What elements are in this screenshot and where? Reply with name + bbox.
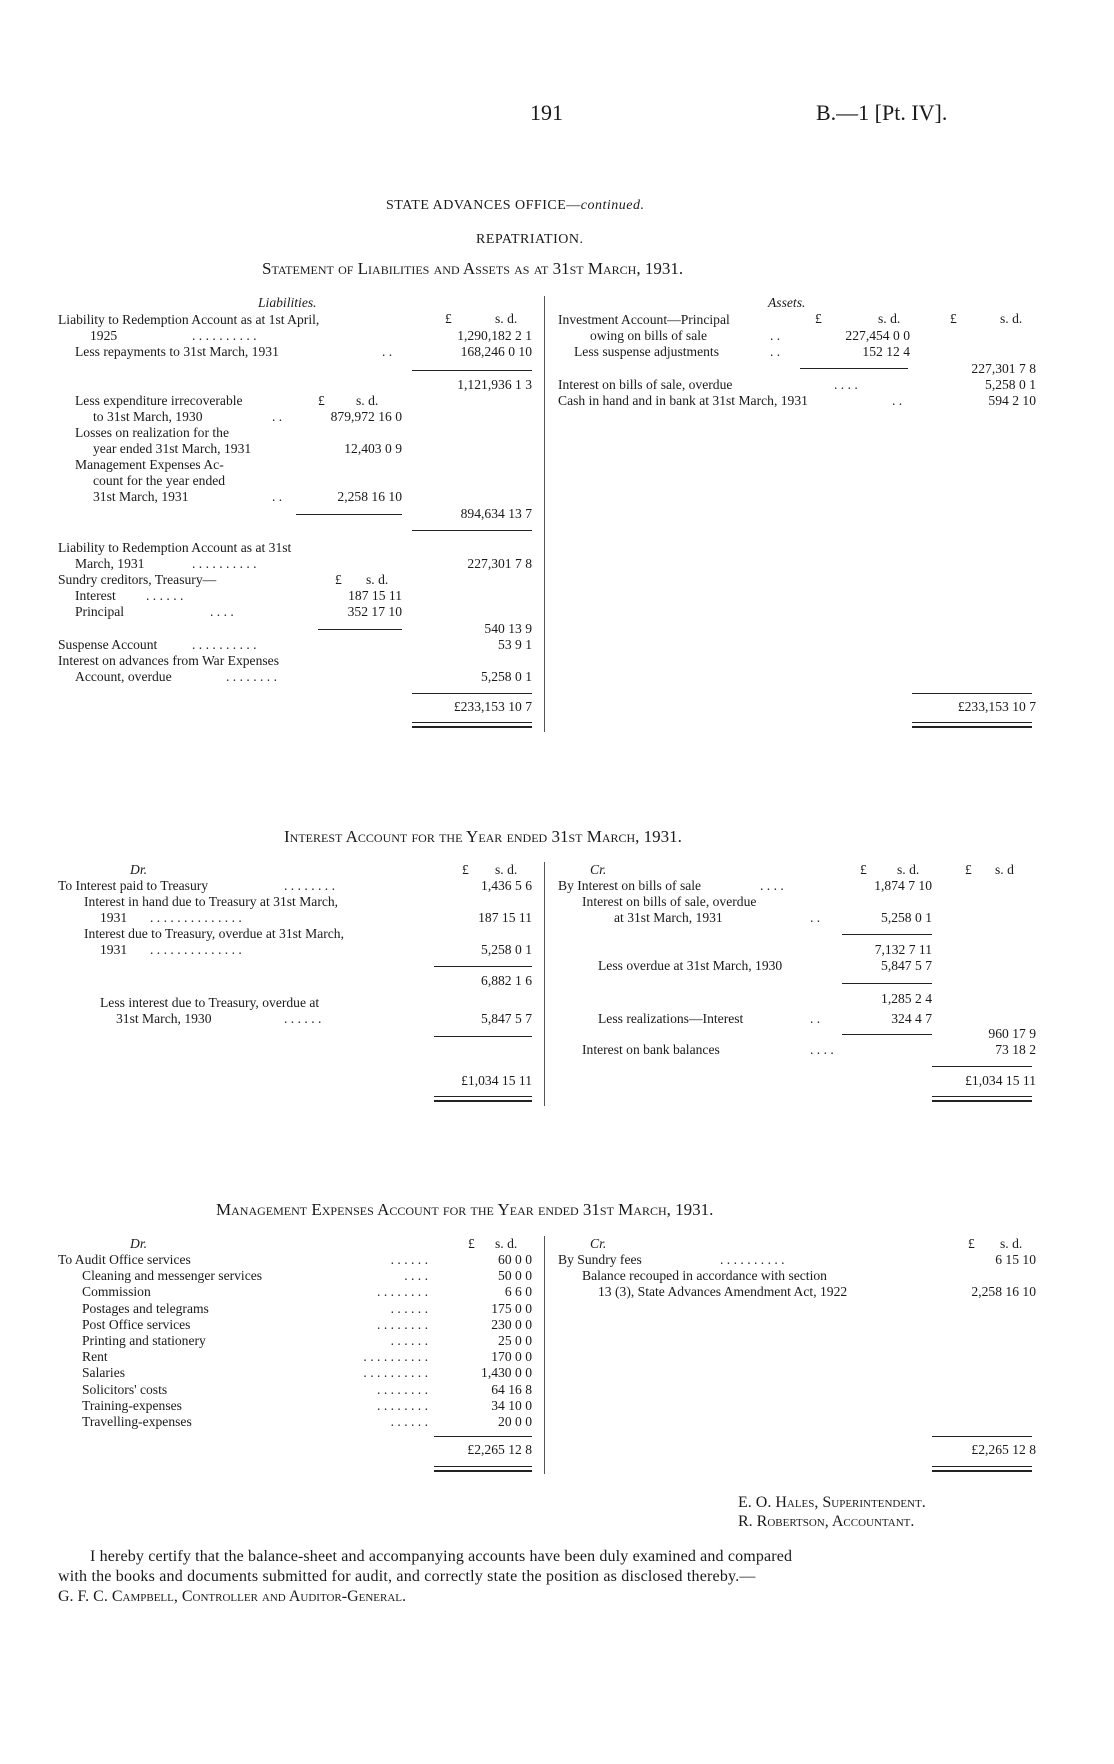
column-divider [544,296,545,732]
certificate-line-1: I hereby certify that the balance-sheet and accompanying accounts have been duly examined and compared [90,1548,793,1565]
int-dr-in-hand-2: 1931 [100,910,128,925]
int-dr-less-2: 31st March, 1930 [116,1011,212,1026]
page-number: 191 [530,100,563,125]
mgmt-item-label: Post Office services [82,1316,191,1332]
mgmt-item-value: 25 0 0 [498,1333,532,1348]
int-cr-subtotal-1: 7,132 7 11 [874,942,932,957]
asset-col-pound: £ [815,311,822,326]
int-dr-col-pound: £ [462,862,469,877]
office-title [386,198,644,214]
int-dr-overdue: Interest due to Treasury, overdue at 31st March, [84,926,344,941]
int-dr-in-hand-value: 187 15 11 [478,910,532,925]
leader-dots: . . . . . . . . . . [192,328,257,343]
asset-col-sd: s. d. [878,311,901,326]
int-cr-col-pound: £ [860,862,867,877]
leader-dots: . . . . . . . . [377,1397,428,1413]
liab-redemption-end-label: Liability to Redemption Account as at 31st [58,540,292,555]
leader-dots: . . . . . . . . . . . . . . [150,942,242,957]
liab-col-sd: s. d. [495,311,518,326]
liab-sc-principal: Principal [75,604,125,619]
mgmt-item-label: Postages and telegrams [82,1300,209,1316]
mgmt-item-value: 60 0 0 [498,1252,532,1267]
int-cr-overdue-value: 5,258 0 1 [881,910,932,925]
leader-dots: . . . . . . . . . . [363,1365,428,1381]
int-dr-paid: To Interest paid to Treasury [58,878,209,893]
liab-redemption-year: 1925 [90,328,118,343]
office-title-text: STATE ADVANCES OFFICE— [386,198,581,213]
leader-dots: . . . . [404,1268,428,1284]
mgmt-item-label: Solicitors' costs [82,1381,168,1397]
liab-subtotal: 1,121,936 1 3 [457,377,532,392]
int-cr-col-pound-2: £ [965,862,972,877]
leader-dots: . . . . . . . . [377,1316,428,1332]
leader-dots: . . [272,489,283,504]
int-cr-bills: By Interest on bills of sale [558,878,702,893]
leader-dots: . . . . . . [284,1011,322,1026]
liab-expenditure-total: 894,634 13 7 [460,506,532,521]
leader-dots: . . . . [760,878,784,893]
liab-redemption-value: 1,290,182 2 1 [457,328,532,343]
asset-col-sd-2: s. d. [1000,311,1023,326]
mgmt-item-value: 6 6 0 [504,1284,532,1300]
leader-dots: . . [892,393,903,408]
leader-dots: . . . . . . [390,1300,428,1316]
mgmt-item-value: 64 16 8 [491,1381,532,1397]
liab-sc-interest: Interest [75,588,116,603]
int-cr-realizations: Less realizations—Interest [598,1011,744,1026]
asset-suspense-label: Less suspense adjustments [574,344,719,359]
leader-dots: . . . . [834,377,858,392]
sc-col-sd: s. d. [366,572,389,587]
interest-dr-heading: Dr. [130,862,147,877]
liab-mgmt-label: Management Expenses Ac- [75,457,224,472]
asset-col-pound-2: £ [950,311,957,326]
liab-redemption-end-label-2: March, 1931 [75,556,145,571]
leader-dots: . . . . . . . . . . [720,1252,785,1267]
asset-cash-label: Cash in hand and in bank at 31st March, 1931 [558,393,808,408]
column-divider [544,1236,545,1474]
liab-grand-total: £233,153 10 7 [453,699,532,714]
int-cr-bills-value: 1,874 7 10 [874,878,932,893]
liab-war-expenses: Interest on advances from War Expenses [58,653,279,668]
liab-mgmt-label-2: count for the year ended [93,473,226,488]
leader-dots: . . [770,328,781,343]
mgmt-item-label: Printing and stationery [82,1333,206,1348]
mgmt-item-value: 34 10 0 [491,1397,532,1413]
exp-col-pound: £ [318,393,325,408]
liab-exp-irrecoverable: to 31st March, 1930 [93,409,203,424]
int-cr-subtotal-2: 1,285 2 4 [881,991,932,1006]
liab-repayments-value: 168,246 0 10 [460,344,532,359]
int-dr-overdue-2: 1931 [100,942,128,957]
liab-losses-value: 12,403 0 9 [344,441,402,456]
mgmt-item-label: Training-expenses [82,1397,182,1413]
mgmt-item-value: 1,430 0 0 [481,1365,532,1381]
liab-repayments-label: Less repayments to 31st March, 1931 [75,344,279,359]
interest-cr-heading: Cr. [590,862,607,877]
liab-war-expenses-value: 5,258 0 1 [481,669,532,684]
int-cr-total: £1,034 15 11 [965,1073,1036,1088]
mgmt-item-label: Cleaning and messenger services [82,1268,263,1284]
leader-dots: . . [770,344,781,359]
leader-dots: . . . . . . [390,1252,428,1267]
asset-investment-label: Investment Account—Principal [558,312,730,327]
liab-expenditure-heading: Less expenditure irrecoverable [75,393,243,408]
liab-redemption-end-value: 227,301 7 8 [467,556,532,571]
mgmt-item-value: 20 0 0 [498,1414,532,1429]
liab-exp-irrecoverable-value: 879,972 16 0 [330,409,402,424]
int-dr-less-value: 5,847 5 7 [481,1011,532,1026]
int-cr-overdue: Interest on bills of sale, overdue [582,894,757,909]
mgmt-cr-col-pound: £ [968,1236,975,1251]
leader-dots: . . . . . . . . [284,878,335,893]
int-dr-overdue-value: 5,258 0 1 [481,942,532,957]
liab-col-pound: £ [445,311,452,326]
leader-dots: . . . . . . [146,588,184,603]
statement-title: Statement of Liabilities and Assets as at 31st March, 1931. [262,259,684,278]
column-divider [544,862,545,1106]
liab-redemption-label: Liability to Redemption Account as at 1st April, [58,312,320,327]
mgmt-cr-total: £2,265 12 8 [971,1442,1036,1457]
leader-dots: . . [810,1011,821,1026]
liab-suspense-value: 53 9 1 [498,637,532,652]
interest-account-title: Interest Account for the Year ended 31st March, 1931. [284,827,682,846]
int-cr-less-overdue-value: 5,847 5 7 [881,958,932,973]
int-cr-less-overdue: Less overdue at 31st March, 1930 [598,958,783,973]
office-continued: continued. [580,198,645,213]
int-dr-paid-value: 1,436 5 6 [481,878,532,893]
leader-dots: . . [810,910,821,925]
liab-war-expenses-2: Account, overdue [75,669,172,684]
int-cr-overdue-2: at 31st March, 1931 [614,910,723,925]
leader-dots: . . . . [810,1042,834,1057]
asset-investment-label-2: owing on bills of sale [590,328,708,343]
document-reference: B.—1 [Pt. IV]. [816,100,948,125]
leader-dots: . . . . . . . . [377,1381,428,1397]
liab-losses-label: Losses on realization for the [75,425,230,440]
mgmt-dr-col-sd: s. d. [495,1236,518,1251]
mgmt-cr-balance-2: 13 (3), State Advances Amendment Act, 1922 [598,1284,848,1299]
mgmt-item-value: 50 0 0 [498,1268,532,1284]
asset-cash-value: 594 2 10 [988,393,1036,408]
mgmt-cr-heading: Cr. [590,1236,607,1251]
liab-mgmt-label-3: 31st March, 1931 [93,489,189,504]
certificate-line-2: with the books and documents submitted for audit, and correctly state the position as disclosed thereby.— [58,1568,756,1585]
leader-dots: . . . . . . [390,1414,428,1429]
mgmt-item-value: 230 0 0 [491,1316,532,1332]
liab-losses-label-2: year ended 31st March, 1931 [93,441,252,456]
management-account-title: Management Expenses Account for the Year ended 31st March, 1931. [216,1200,714,1219]
int-cr-bank-value: 73 18 2 [995,1042,1036,1057]
assets-heading: Assets. [768,295,806,310]
leader-dots: . . . . . . [390,1333,428,1348]
asset-interest-label: Interest on bills of sale, overdue [558,377,733,392]
mgmt-cr-col-sd: s. d. [1000,1236,1023,1251]
leader-dots: . . [272,409,283,424]
mgmt-item-value: 175 0 0 [491,1300,532,1316]
mgmt-dr-heading: Dr. [130,1236,147,1251]
signature-superintendent: E. O. Hales, Superintendent. [738,1494,926,1511]
liab-mgmt-value: 2,258 16 10 [337,489,402,504]
leader-dots: . . . . . . . . . . . . . . [150,910,242,925]
int-cr-bank: Interest on bank balances [582,1042,720,1057]
mgmt-item-label: Commission [82,1284,151,1300]
int-cr-col-sd: s. d. [897,862,920,877]
sc-col-pound: £ [335,572,342,587]
mgmt-cr-fees-value: 6 15 10 [995,1252,1036,1267]
mgmt-item-label: Rent [82,1349,108,1365]
liab-sc-principal-value: 352 17 10 [347,604,402,619]
liab-suspense: Suspense Account [58,637,158,652]
liab-sundry-creditors: Sundry creditors, Treasury— [58,572,217,587]
mgmt-cr-fees: By Sundry fees [558,1252,642,1267]
asset-investment-net: 227,301 7 8 [971,361,1036,376]
signature-accountant: R. Robertson, Accountant. [738,1513,915,1530]
int-cr-col-sd-2: s. d [995,862,1014,877]
mgmt-cr-balance-value: 2,258 16 10 [971,1284,1036,1299]
int-cr-net-value: 960 17 9 [988,1026,1036,1041]
int-dr-subtotal: 6,882 1 6 [481,973,532,988]
leader-dots: . . . . . . . . . . [363,1349,428,1365]
exp-col-sd: s. d. [356,393,379,408]
mgmt-cr-balance: Balance recouped in accordance with section [582,1268,827,1283]
int-dr-in-hand: Interest in hand due to Treasury at 31st March, [84,894,339,909]
asset-suspense-value: 152 12 4 [862,344,910,359]
mgmt-item-label: To Audit Office services [58,1252,191,1267]
int-cr-realizations-value: 324 4 7 [891,1011,932,1026]
liab-sc-interest-value: 187 15 11 [348,588,402,603]
mgmt-item-label: Salaries [82,1365,126,1381]
int-dr-less: Less interest due to Treasury, overdue at [100,995,320,1010]
mgmt-item-value: 170 0 0 [491,1349,532,1365]
mgmt-item-label: Travelling-expenses [82,1414,192,1429]
leader-dots: . . . . . . . . . . [192,556,257,571]
leader-dots: . . . . [210,604,234,619]
section-title: REPATRIATION. [476,232,584,247]
certificate-line-3: G. F. C. Campbell, Controller and Auditor-General. [58,1588,407,1605]
leader-dots: . . . . . . . . [226,669,277,684]
asset-grand-total: £233,153 10 7 [957,699,1036,714]
liabilities-heading: Liabilities. [258,295,317,310]
asset-investment-value: 227,454 0 0 [845,328,910,343]
int-dr-total: £1,034 15 11 [461,1073,532,1088]
int-dr-col-sd: s. d. [495,862,518,877]
leader-dots: . . . . . . . . [377,1284,428,1300]
mgmt-dr-col-pound: £ [468,1236,475,1251]
asset-interest-value: 5,258 0 1 [985,377,1036,392]
leader-dots: . . [382,344,393,359]
mgmt-dr-total: £2,265 12 8 [467,1442,532,1457]
liab-sc-total: 540 13 9 [484,621,532,636]
leader-dots: . . . . . . . . . . [192,637,257,652]
